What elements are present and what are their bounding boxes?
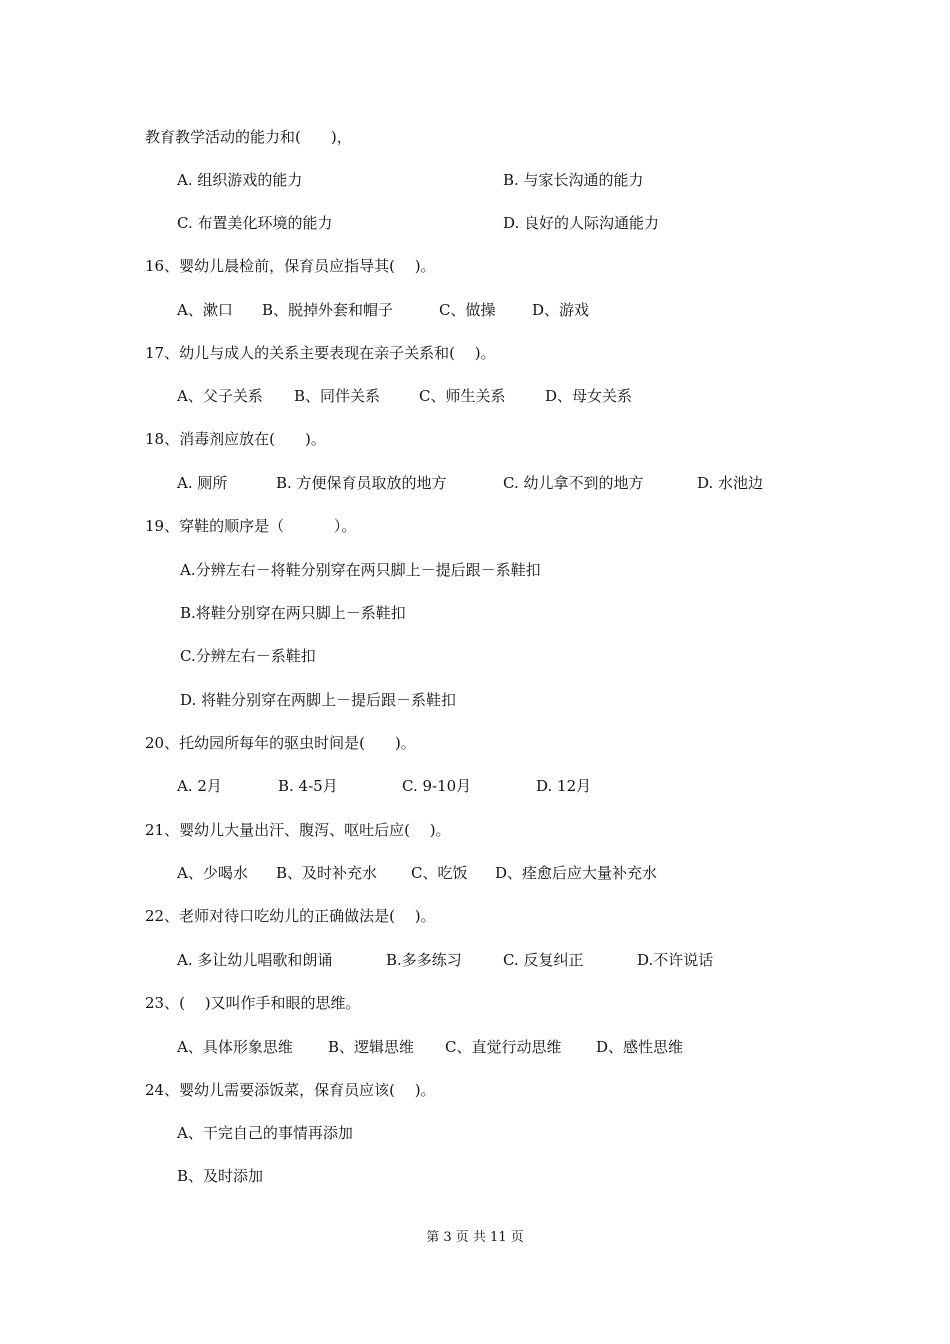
option-c: C. 反复纠正	[503, 951, 584, 969]
question-18: 18、消毒剂应放在( )。	[145, 430, 326, 448]
question-20-options	[177, 776, 591, 796]
option-b: B、逻辑思维	[328, 1038, 415, 1056]
question-23: 23、( )又叫作手和眼的思维。	[145, 994, 361, 1012]
option-a: A. 厕所	[177, 474, 228, 492]
question-19: 19、穿鞋的顺序是（ ）。	[145, 517, 357, 535]
question-22: 22、老师对待口吃幼儿的正确做法是( )。	[145, 907, 436, 925]
page-number-footer: 第 3 页 共 11 页	[426, 1230, 524, 1245]
question-24-option-a: A、干完自己的事情再添加	[177, 1124, 353, 1142]
question-17-options	[177, 386, 632, 406]
option-c: C、吃饭	[411, 864, 468, 882]
option-a: A. 多让幼儿唱歌和朗诵	[177, 951, 333, 969]
option-d: D、感性思维	[596, 1038, 684, 1056]
question-17: 17、幼儿与成人的关系主要表现在亲子关系和( )。	[145, 344, 496, 362]
question-24-option-b: B、及时添加	[177, 1167, 264, 1185]
question-22-options	[177, 950, 713, 970]
option-d: D. 良好的人际沟通能力	[503, 214, 660, 232]
question-19-option-b: B.将鞋分别穿在两只脚上－系鞋扣	[180, 604, 406, 622]
question-20: 20、托幼园所每年的驱虫时间是( )。	[145, 734, 416, 752]
option-d: D、痊愈后应大量补充水	[495, 864, 658, 882]
option-c: C、师生关系	[419, 387, 506, 405]
question-19-option-a: A.分辨左右－将鞋分别穿在两只脚上－提后跟－系鞋扣	[180, 561, 541, 579]
option-b: B. 方便保育员取放的地方	[276, 474, 447, 492]
question-15-options-row-2	[177, 213, 659, 233]
question-15-options-row-1	[177, 170, 644, 190]
option-c: C. 9-10月	[402, 777, 472, 795]
question-18-options	[177, 473, 763, 493]
question-23-options	[177, 1037, 683, 1057]
option-a: A. 2月	[177, 777, 222, 795]
question-24: 24、婴幼儿需要添饭菜，保育员应该( )。	[145, 1081, 436, 1099]
option-b: B. 4-5月	[278, 777, 338, 795]
option-d: D. 水池边	[697, 474, 764, 492]
option-d: D、母女关系	[545, 387, 633, 405]
option-b: B. 与家长沟通的能力	[503, 171, 644, 189]
question-16: 16、婴幼儿晨检前，保育员应指导其( )。	[145, 257, 436, 275]
option-b: B、脱掉外套和帽子	[262, 301, 394, 319]
option-b: B、及时补充水	[276, 864, 378, 882]
option-b: B.多多练习	[386, 951, 462, 969]
question-21: 21、婴幼儿大量出汗、腹泻、呕吐后应( )。	[145, 821, 451, 839]
option-c: C、直觉行动思维	[445, 1038, 562, 1056]
option-d: D、游戏	[532, 301, 590, 319]
question-21-options	[177, 863, 657, 883]
option-a: A、具体形象思维	[177, 1038, 293, 1056]
option-a: A. 组织游戏的能力	[177, 171, 303, 189]
option-d: D.不许说话	[637, 951, 714, 969]
option-c: C. 布置美化环境的能力	[177, 214, 333, 232]
option-b: B、同伴关系	[294, 387, 381, 405]
option-a: A、少喝水	[177, 864, 248, 882]
option-c: C. 幼儿拿不到的地方	[503, 474, 644, 492]
question-19-option-d: D. 将鞋分别穿在两脚上－提后跟－系鞋扣	[180, 691, 457, 709]
question-16-options	[177, 300, 589, 320]
option-a: A、漱口	[177, 301, 233, 319]
question-15-continuation: 教育教学活动的能力和( )，	[145, 128, 352, 146]
option-d: D. 12月	[536, 777, 592, 795]
option-a: A、父子关系	[177, 387, 263, 405]
option-c: C、做操	[439, 301, 496, 319]
question-19-option-c: C.分辨左右－系鞋扣	[180, 647, 316, 665]
